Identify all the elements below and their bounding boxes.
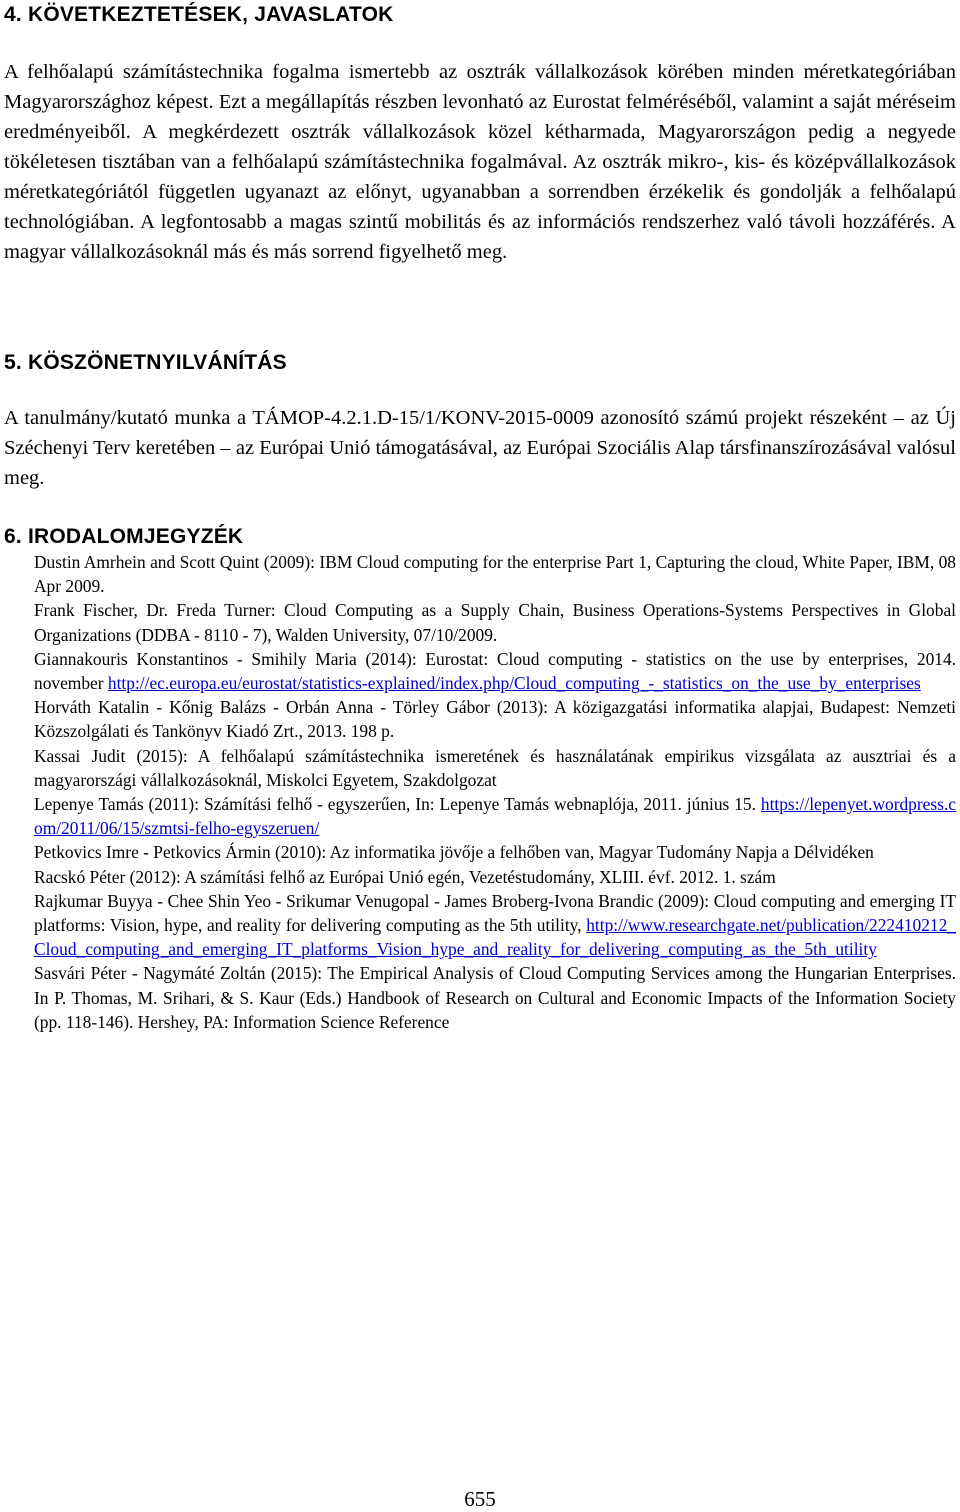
acknowledgement-paragraph: A tanulmány/kutató munka a TÁMOP-4.2.1.D-15/1/KONV-2015-0009 azonosító számú projekt részeként – az Új Széchenyi Terv keretében – az Európai Unió támogatásával, az Európai Szociális Alap társfinanszírozásával valósul meg. [4,407,956,489]
reference-text: Sasvári Péter - Nagymáté Zoltán (2015): The Empirical Analysis of Cloud Computing Services among the Hungarian Enterprises. In P. Thomas, M. Srihari, & S. Kaur (Eds.) Handbook of Research on Cultural and Economic Impacts of the Information Society (pp. 118-146). Hershey, PA: Information Science Reference [34,963,956,1032]
reference-item [34,840,956,864]
page-number: 655 [464,1487,496,1511]
reference-item [34,647,956,695]
reference-item [34,889,956,962]
reference-link[interactable]: http://www.researchgate.net/publication/222410212_Cloud_computing_and_emerging_IT_platforms_Vision_hype_and_reality_for_delivering_computing_as_the_5th_utility [34,915,956,960]
section-heading-references: 6. IRODALOMJEGYZÉK [4,525,244,548]
reference-text: Petkovics Imre - Petkovics Ármin (2010): Az informatika jövője a felhőben van, Magyar Tudomány Napja a Délvidéken [34,842,874,863]
reference-text: Kassai Judit (2015): A felhőalapú számítástechnika ismeretének és használatának empirikus vizsgálata az ausztriai és a magyarországi vállalkozásoknál, Miskolci Egyetem, Szakdolgozat [34,745,956,790]
reference-item [34,598,956,646]
reference-link[interactable]: http://ec.europa.eu/eurostat/statistics-explained/index.php/Cloud_computing_-_statistics_on_the_use_by_enterprises [107,673,921,694]
reference-text: Lepenye Tamás (2011): Számítási felhő - egyszerűen, In: Lepenye Tamás webnaplója, 2011. június 15. [34,794,761,815]
section-heading-acknowledgement: 5. KÖSZÖNETNYILVÁNÍTÁS [4,351,287,374]
reference-text: Horváth Katalin - Kőnig Balázs - Orbán Anna - Törley Gábor (2013): A közigazgatási informatika alapjai, Budapest: Nemzeti Közszolgálati és Tankönyv Kiadó Zrt., 2013. 198 p. [34,697,956,742]
reference-item [34,792,956,840]
reference-item [34,865,956,889]
reference-text: Giannakouris Konstantinos - Smihily Maria (2014): Eurostat: Cloud computing - statistics on the use by enterprises, 2014. november [34,648,956,694]
reference-text: Rajkumar Buyya - Chee Shin Yeo - Srikumar Venugopal - James Broberg-Ivona Brandic (2009): Cloud computing and emerging IT platforms: Vision, hype, and reality for delivering computing as the 5th utility, [34,890,956,936]
conclusions-paragraph: A felhőalapú számítástechnika fogalma ismertebb az osztrák vállalkozások körében minden méretkategóriában Magyarországhoz képest. Ezt a megállapítás részben levonható az Eurostat felméréséből, valamint a saját méréseim eredményeiből. A megkérdezett osztrák vállalkozások közel kétharmada, Magyarországon pedig a negyede tökéletesen tisztában van a felhőalapú számítástechnika fogalmával. Az osztrák mikro-, kis- és középvállalkozások méretkategóriától független ugyanazt az előnyt, ugyanabban a sorrendben érzékelik és gondolják a felhőalapú technológiában. A legfontosabb a magas szintű mobilitás és az információs rendszerhez való távoli hozzáférés. A magyar vállalkozásoknál más és más sorrend figyelhető meg. [4,61,956,263]
section-heading-conclusions: 4. KÖVETKEZTETÉSEK, JAVASLATOK [4,3,394,26]
reference-text: Dustin Amrhein and Scott Quint (2009): IBM Cloud computing for the enterprise Part 1, Capturing the cloud, White Paper, IBM, 08 Apr 2009. [34,552,956,597]
reference-text: Frank Fischer, Dr. Freda Turner: Cloud Computing as a Supply Chain, Business Operations-Systems Perspectives in Global Organizations (DDBA - 8110 - 7), Walden University, 07/10/2009. [34,600,956,645]
reference-link[interactable]: https://lepenyet.wordpress.com/2011/06/15/szmtsi-felho-egyszeruen/ [34,794,956,839]
reference-item [34,550,956,598]
reference-item [34,961,956,1034]
reference-item [34,695,956,743]
reference-text: Racskó Péter (2012): A számítási felhő az Európai Unió egén, Vezetéstudomány, XLIII. évf. 2012. 1. szám [34,866,776,887]
reference-list [34,550,956,1034]
reference-item [34,744,956,792]
